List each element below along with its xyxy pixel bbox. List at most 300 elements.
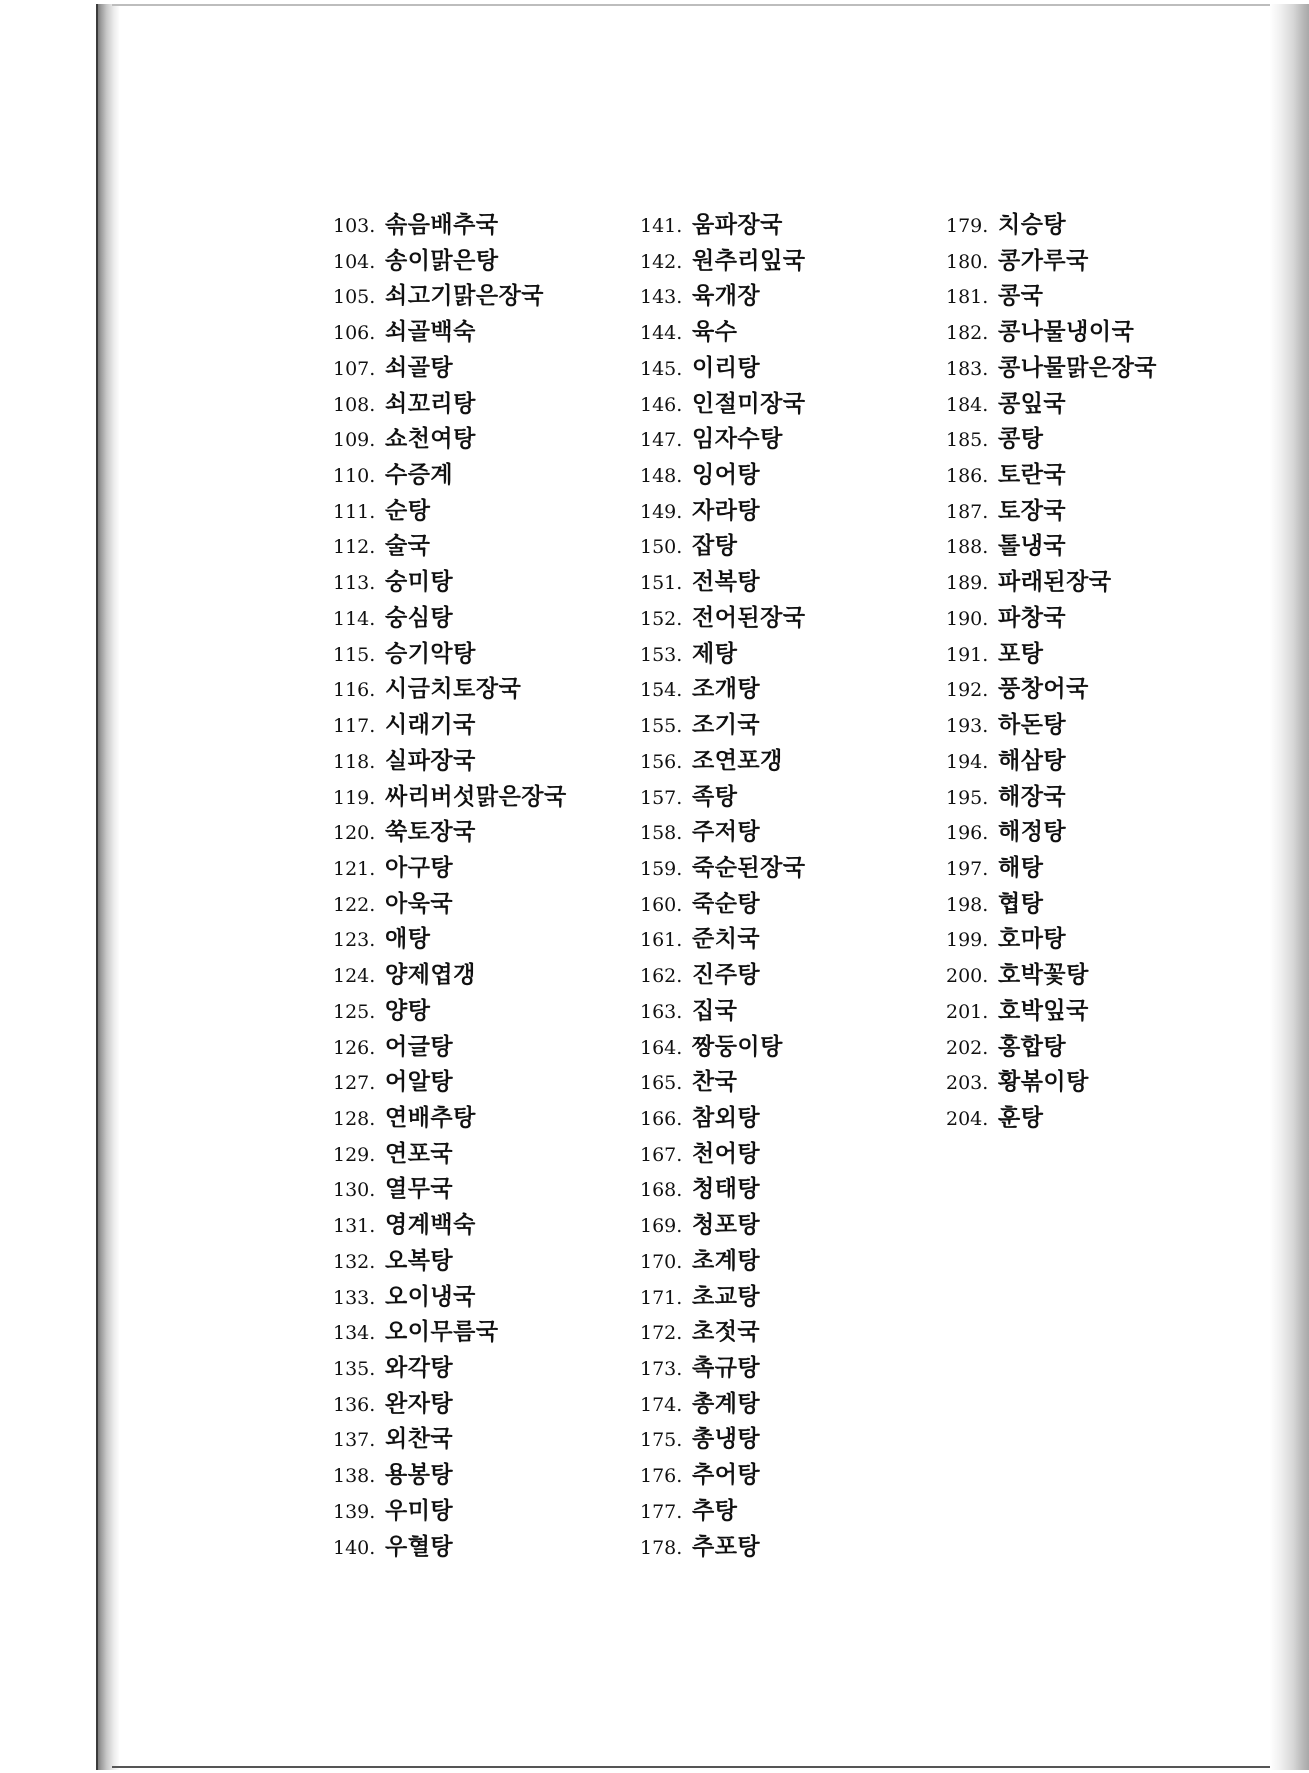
list-item bbox=[946, 672, 1157, 708]
list-item bbox=[640, 994, 806, 1030]
list-item bbox=[333, 1530, 567, 1566]
list-item bbox=[640, 1494, 806, 1530]
item-number: 157. bbox=[640, 786, 683, 809]
list-item bbox=[333, 1137, 567, 1173]
item-number: 151. bbox=[640, 572, 683, 595]
list-item bbox=[640, 601, 806, 637]
item-name: 파래된장국 bbox=[998, 569, 1112, 596]
item-name: 콩탕 bbox=[998, 426, 1044, 453]
list-item bbox=[640, 887, 806, 923]
list-item bbox=[333, 637, 567, 673]
list-item bbox=[640, 565, 806, 601]
list-item bbox=[640, 422, 806, 458]
item-number: 140. bbox=[333, 1536, 376, 1559]
list-item bbox=[333, 922, 567, 958]
list-item bbox=[333, 1351, 567, 1387]
item-name: 쇠골백숙 bbox=[385, 319, 476, 346]
item-number: 169. bbox=[640, 1215, 683, 1238]
list-item bbox=[333, 244, 567, 280]
item-number: 176. bbox=[640, 1465, 683, 1488]
item-name: 해장국 bbox=[998, 783, 1067, 810]
item-name: 토장국 bbox=[998, 497, 1067, 524]
list-item bbox=[640, 815, 806, 851]
list-item bbox=[333, 565, 567, 601]
list-item bbox=[333, 1387, 567, 1423]
item-name: 시래기국 bbox=[385, 712, 476, 739]
list-item bbox=[333, 1172, 567, 1208]
item-number: 115. bbox=[333, 643, 376, 666]
item-number: 204. bbox=[946, 1107, 989, 1130]
item-number: 188. bbox=[946, 536, 989, 559]
list-item bbox=[333, 1494, 567, 1530]
item-name: 우미탕 bbox=[385, 1497, 454, 1524]
list-item bbox=[946, 1030, 1157, 1066]
list-item bbox=[946, 494, 1157, 530]
list-item bbox=[640, 1422, 806, 1458]
item-number: 116. bbox=[333, 679, 376, 702]
page-edge-bottom bbox=[112, 1766, 1298, 1768]
item-number: 114. bbox=[333, 607, 376, 630]
item-name: 치승탕 bbox=[998, 212, 1067, 238]
item-name: 움파장국 bbox=[692, 212, 783, 238]
item-name: 아구탕 bbox=[385, 854, 454, 881]
item-number: 117. bbox=[333, 715, 376, 738]
item-name: 찬국 bbox=[692, 1069, 738, 1096]
item-name: 호박잎국 bbox=[998, 997, 1089, 1024]
item-number: 190. bbox=[946, 607, 989, 630]
item-number: 105. bbox=[333, 286, 376, 309]
item-name: 포탕 bbox=[998, 640, 1044, 667]
list-item bbox=[333, 994, 567, 1030]
item-number: 184. bbox=[946, 393, 989, 416]
item-name: 이리탕 bbox=[692, 354, 761, 381]
item-number: 129. bbox=[333, 1143, 376, 1166]
list-item bbox=[333, 1208, 567, 1244]
item-name: 싸리버섯맑은장국 bbox=[385, 783, 567, 810]
list-item bbox=[946, 351, 1157, 387]
item-name: 짱둥이탕 bbox=[692, 1033, 783, 1060]
list-item bbox=[640, 708, 806, 744]
list-item bbox=[640, 1172, 806, 1208]
item-number: 125. bbox=[333, 1000, 376, 1023]
item-number: 143. bbox=[640, 286, 683, 309]
list-item bbox=[333, 744, 567, 780]
list-item bbox=[640, 672, 806, 708]
item-number: 131. bbox=[333, 1215, 376, 1238]
list-item bbox=[333, 1458, 567, 1494]
list-item bbox=[946, 851, 1157, 887]
item-number: 164. bbox=[640, 1036, 683, 1059]
list-item bbox=[333, 279, 567, 315]
item-number: 119. bbox=[333, 786, 376, 809]
list-item bbox=[946, 244, 1157, 280]
item-number: 113. bbox=[333, 572, 376, 595]
item-number: 135. bbox=[333, 1358, 376, 1380]
item-number: 128. bbox=[333, 1107, 376, 1130]
item-number: 203. bbox=[946, 1072, 989, 1095]
item-name: 쇠꼬리탕 bbox=[385, 390, 476, 417]
item-number: 186. bbox=[946, 465, 989, 488]
page-edge-top bbox=[112, 4, 1298, 6]
list-item bbox=[333, 708, 567, 744]
item-number: 153. bbox=[640, 643, 683, 666]
item-name: 죽순된장국 bbox=[692, 854, 806, 881]
list-item bbox=[640, 1315, 806, 1351]
item-name: 원추리잎국 bbox=[692, 247, 806, 274]
list-item bbox=[640, 637, 806, 673]
item-number: 165. bbox=[640, 1072, 683, 1095]
list-item bbox=[333, 1101, 567, 1137]
item-number: 152. bbox=[640, 607, 683, 630]
list-item bbox=[946, 279, 1157, 315]
item-number: 174. bbox=[640, 1393, 683, 1416]
item-name: 열무국 bbox=[385, 1176, 454, 1203]
item-number: 149. bbox=[640, 500, 683, 523]
item-number: 154. bbox=[640, 679, 683, 702]
list-item bbox=[333, 387, 567, 423]
item-name: 준치국 bbox=[692, 926, 761, 953]
item-name: 참외탕 bbox=[692, 1104, 761, 1131]
item-number: 168. bbox=[640, 1179, 683, 1202]
item-name: 초계탕 bbox=[692, 1247, 761, 1274]
list-item bbox=[333, 351, 567, 387]
list-item bbox=[640, 1065, 806, 1101]
item-name: 솎음배추국 bbox=[385, 212, 499, 238]
item-name: 황볶이탕 bbox=[998, 1069, 1089, 1096]
list-item bbox=[333, 851, 567, 887]
item-name: 오복탕 bbox=[385, 1247, 454, 1274]
list-item bbox=[333, 1315, 567, 1351]
list-item bbox=[946, 922, 1157, 958]
list-item bbox=[333, 422, 567, 458]
item-name: 숭미탕 bbox=[385, 569, 454, 596]
list-item bbox=[946, 208, 1157, 244]
item-number: 170. bbox=[640, 1250, 683, 1273]
item-name: 오이무름국 bbox=[385, 1319, 499, 1346]
list-item bbox=[333, 208, 567, 244]
item-name: 초젓국 bbox=[692, 1319, 761, 1346]
list-item bbox=[640, 744, 806, 780]
item-number: 133. bbox=[333, 1286, 376, 1309]
item-number: 118. bbox=[333, 750, 376, 773]
item-name: 제탕 bbox=[692, 640, 738, 667]
list-item bbox=[946, 958, 1157, 994]
item-number: 132. bbox=[333, 1250, 376, 1273]
list-item bbox=[640, 780, 806, 816]
item-number: 134. bbox=[333, 1322, 376, 1345]
item-name: 족탕 bbox=[692, 783, 738, 810]
list-item bbox=[640, 351, 806, 387]
item-number: 193. bbox=[946, 715, 989, 738]
item-name: 해삼탕 bbox=[998, 747, 1067, 774]
item-number: 122. bbox=[333, 893, 376, 916]
list-item bbox=[946, 529, 1157, 565]
list-item bbox=[946, 422, 1157, 458]
list-item bbox=[946, 887, 1157, 923]
item-number: 173. bbox=[640, 1358, 683, 1380]
item-name: 순탕 bbox=[385, 497, 431, 524]
list-item bbox=[333, 458, 567, 494]
item-name: 호마탕 bbox=[998, 926, 1067, 953]
list-item bbox=[333, 315, 567, 351]
item-number: 160. bbox=[640, 893, 683, 916]
item-name: 파창국 bbox=[998, 604, 1067, 631]
item-name: 인절미장국 bbox=[692, 390, 806, 417]
item-number: 167. bbox=[640, 1143, 683, 1166]
item-name: 양제엽갱 bbox=[385, 962, 476, 989]
item-number: 202. bbox=[946, 1036, 989, 1059]
item-number: 200. bbox=[946, 965, 989, 988]
item-number: 163. bbox=[640, 1000, 683, 1023]
item-number: 123. bbox=[333, 929, 376, 952]
item-number: 171. bbox=[640, 1286, 683, 1309]
item-name: 송이맑은탕 bbox=[385, 247, 499, 274]
item-name: 콩국 bbox=[998, 283, 1044, 310]
item-number: 191. bbox=[946, 643, 989, 666]
item-name: 전어된장국 bbox=[692, 604, 806, 631]
item-name: 쑥토장국 bbox=[385, 819, 476, 846]
item-name: 해탕 bbox=[998, 854, 1044, 881]
item-number: 124. bbox=[333, 965, 376, 988]
item-number: 130. bbox=[333, 1179, 376, 1202]
item-name: 숭심탕 bbox=[385, 604, 454, 631]
item-number: 136. bbox=[333, 1393, 376, 1416]
item-name: 시금치토장국 bbox=[385, 676, 522, 703]
item-name: 조연포갱 bbox=[692, 747, 783, 774]
item-name: 전복탕 bbox=[692, 569, 761, 596]
item-number: 166. bbox=[640, 1107, 683, 1130]
list-item bbox=[946, 387, 1157, 423]
item-name: 임자수탕 bbox=[692, 426, 783, 453]
list-item bbox=[640, 1208, 806, 1244]
item-number: 198. bbox=[946, 893, 989, 916]
list-item bbox=[946, 744, 1157, 780]
item-number: 126. bbox=[333, 1036, 376, 1059]
list-column-2 bbox=[640, 208, 806, 1565]
item-number: 145. bbox=[640, 357, 683, 380]
item-number: 137. bbox=[333, 1429, 376, 1452]
list-item bbox=[640, 244, 806, 280]
item-number: 187. bbox=[946, 500, 989, 523]
item-name: 풍창어국 bbox=[998, 676, 1089, 703]
item-name: 애탕 bbox=[385, 926, 431, 953]
item-number: 180. bbox=[946, 250, 989, 273]
item-name: 수증계 bbox=[385, 462, 454, 489]
item-name: 콩가루국 bbox=[998, 247, 1089, 274]
list-item bbox=[946, 1065, 1157, 1101]
item-name: 쇠골탕 bbox=[385, 354, 454, 381]
item-name: 천어탕 bbox=[692, 1140, 761, 1167]
item-name: 어글탕 bbox=[385, 1033, 454, 1060]
item-number: 110. bbox=[333, 465, 376, 488]
item-name: 하돈탕 bbox=[998, 712, 1067, 739]
list-item bbox=[946, 565, 1157, 601]
item-number: 139. bbox=[333, 1500, 376, 1523]
item-name: 콩나물맑은장국 bbox=[998, 354, 1158, 381]
item-name: 톨냉국 bbox=[998, 533, 1067, 560]
item-number: 148. bbox=[640, 465, 683, 488]
item-number: 109. bbox=[333, 429, 376, 452]
list-item bbox=[333, 958, 567, 994]
item-name: 집국 bbox=[692, 997, 738, 1024]
page-edge-right-shadow bbox=[1270, 4, 1309, 1770]
item-name: 추포탕 bbox=[692, 1533, 761, 1560]
item-number: 158. bbox=[640, 822, 683, 845]
list-item bbox=[640, 958, 806, 994]
list-item bbox=[333, 529, 567, 565]
item-name: 홍합탕 bbox=[998, 1033, 1067, 1060]
item-name: 잡탕 bbox=[692, 533, 738, 560]
item-number: 142. bbox=[640, 250, 683, 273]
item-name: 자라탕 bbox=[692, 497, 761, 524]
item-number: 150. bbox=[640, 536, 683, 559]
item-number: 192. bbox=[946, 679, 989, 702]
list-item bbox=[333, 601, 567, 637]
item-name: 청포탕 bbox=[692, 1212, 761, 1239]
item-name: 주저탕 bbox=[692, 819, 761, 846]
item-number: 138. bbox=[333, 1465, 376, 1488]
list-item bbox=[333, 780, 567, 816]
list-item bbox=[333, 887, 567, 923]
item-name: 진주탕 bbox=[692, 962, 761, 989]
page-edge-left-line bbox=[96, 4, 98, 1770]
item-number: 194. bbox=[946, 750, 989, 773]
list-item bbox=[640, 494, 806, 530]
item-number: 127. bbox=[333, 1072, 376, 1095]
list-item bbox=[640, 1137, 806, 1173]
item-number: 179. bbox=[946, 215, 989, 237]
list-item bbox=[640, 1530, 806, 1566]
item-name: 어알탕 bbox=[385, 1069, 454, 1096]
item-number: 189. bbox=[946, 572, 989, 595]
item-name: 승기악탕 bbox=[385, 640, 476, 667]
item-number: 182. bbox=[946, 322, 989, 345]
item-name: 완자탕 bbox=[385, 1390, 454, 1417]
list-item bbox=[946, 708, 1157, 744]
item-name: 연배추탕 bbox=[385, 1104, 476, 1131]
item-name: 술국 bbox=[385, 533, 431, 560]
list-item bbox=[640, 1030, 806, 1066]
list-item bbox=[333, 815, 567, 851]
item-number: 201. bbox=[946, 1000, 989, 1023]
list-item bbox=[640, 208, 806, 244]
list-item bbox=[333, 672, 567, 708]
item-number: 121. bbox=[333, 857, 376, 880]
list-item bbox=[640, 315, 806, 351]
item-number: 178. bbox=[640, 1536, 683, 1559]
list-item bbox=[640, 1101, 806, 1137]
list-item bbox=[640, 279, 806, 315]
item-number: 106. bbox=[333, 322, 376, 345]
item-name: 쇠고기맑은장국 bbox=[385, 283, 545, 310]
item-name: 총냉탕 bbox=[692, 1426, 761, 1453]
item-number: 156. bbox=[640, 750, 683, 773]
item-name: 연포국 bbox=[385, 1140, 454, 1167]
list-item bbox=[333, 1280, 567, 1316]
item-number: 199. bbox=[946, 929, 989, 952]
list-item bbox=[333, 1030, 567, 1066]
item-number: 175. bbox=[640, 1429, 683, 1452]
item-number: 112. bbox=[333, 536, 376, 559]
list-item bbox=[333, 1422, 567, 1458]
item-number: 103. bbox=[333, 215, 376, 237]
item-name: 초교탕 bbox=[692, 1283, 761, 1310]
list-item bbox=[640, 458, 806, 494]
item-name: 촉규탕 bbox=[692, 1355, 761, 1381]
page-edge-left bbox=[96, 4, 120, 1770]
item-name: 영계백숙 bbox=[385, 1212, 476, 1239]
item-name: 토란국 bbox=[998, 462, 1067, 489]
list-item bbox=[946, 815, 1157, 851]
item-name: 실파장국 bbox=[385, 747, 476, 774]
list-item bbox=[640, 922, 806, 958]
item-name: 잉어탕 bbox=[692, 462, 761, 489]
item-number: 172. bbox=[640, 1322, 683, 1345]
item-name: 청태탕 bbox=[692, 1176, 761, 1203]
item-name: 양탕 bbox=[385, 997, 431, 1024]
list-item bbox=[333, 494, 567, 530]
list-item bbox=[333, 1065, 567, 1101]
item-name: 외찬국 bbox=[385, 1426, 454, 1453]
list-column-1 bbox=[333, 208, 567, 1565]
item-number: 146. bbox=[640, 393, 683, 416]
item-number: 147. bbox=[640, 429, 683, 452]
item-name: 아욱국 bbox=[385, 890, 454, 917]
item-number: 111. bbox=[333, 500, 376, 523]
item-number: 185. bbox=[946, 429, 989, 452]
item-name: 조기국 bbox=[692, 712, 761, 739]
list-item bbox=[640, 387, 806, 423]
list-item bbox=[640, 1387, 806, 1423]
item-name: 죽순탕 bbox=[692, 890, 761, 917]
item-name: 용봉탕 bbox=[385, 1462, 454, 1489]
item-name: 총계탕 bbox=[692, 1390, 761, 1417]
item-name: 추탕 bbox=[692, 1497, 738, 1524]
item-number: 197. bbox=[946, 857, 989, 880]
list-item bbox=[333, 1244, 567, 1280]
list-item bbox=[946, 1101, 1157, 1137]
item-number: 196. bbox=[946, 822, 989, 845]
item-number: 159. bbox=[640, 857, 683, 880]
item-number: 155. bbox=[640, 715, 683, 738]
item-number: 181. bbox=[946, 286, 989, 309]
item-number: 195. bbox=[946, 786, 989, 809]
item-number: 141. bbox=[640, 215, 683, 237]
item-name: 콩나물냉이국 bbox=[998, 319, 1135, 346]
item-name: 육수 bbox=[692, 319, 738, 346]
list-item bbox=[946, 315, 1157, 351]
item-number: 107. bbox=[333, 357, 376, 380]
list-item bbox=[640, 1244, 806, 1280]
item-number: 162. bbox=[640, 965, 683, 988]
item-number: 183. bbox=[946, 357, 989, 380]
item-name: 육개장 bbox=[692, 283, 761, 310]
list-item bbox=[946, 637, 1157, 673]
item-name: 해정탕 bbox=[998, 819, 1067, 846]
list-item bbox=[946, 994, 1157, 1030]
list-column-3 bbox=[946, 208, 1157, 1137]
item-number: 177. bbox=[640, 1500, 683, 1523]
item-number: 120. bbox=[333, 822, 376, 845]
item-name: 쇼천여탕 bbox=[385, 426, 476, 453]
list-item bbox=[640, 1280, 806, 1316]
item-number: 108. bbox=[333, 393, 376, 416]
item-name: 추어탕 bbox=[692, 1462, 761, 1489]
item-name: 조개탕 bbox=[692, 676, 761, 703]
list-item bbox=[946, 458, 1157, 494]
item-name: 와각탕 bbox=[385, 1355, 454, 1381]
list-item bbox=[946, 780, 1157, 816]
